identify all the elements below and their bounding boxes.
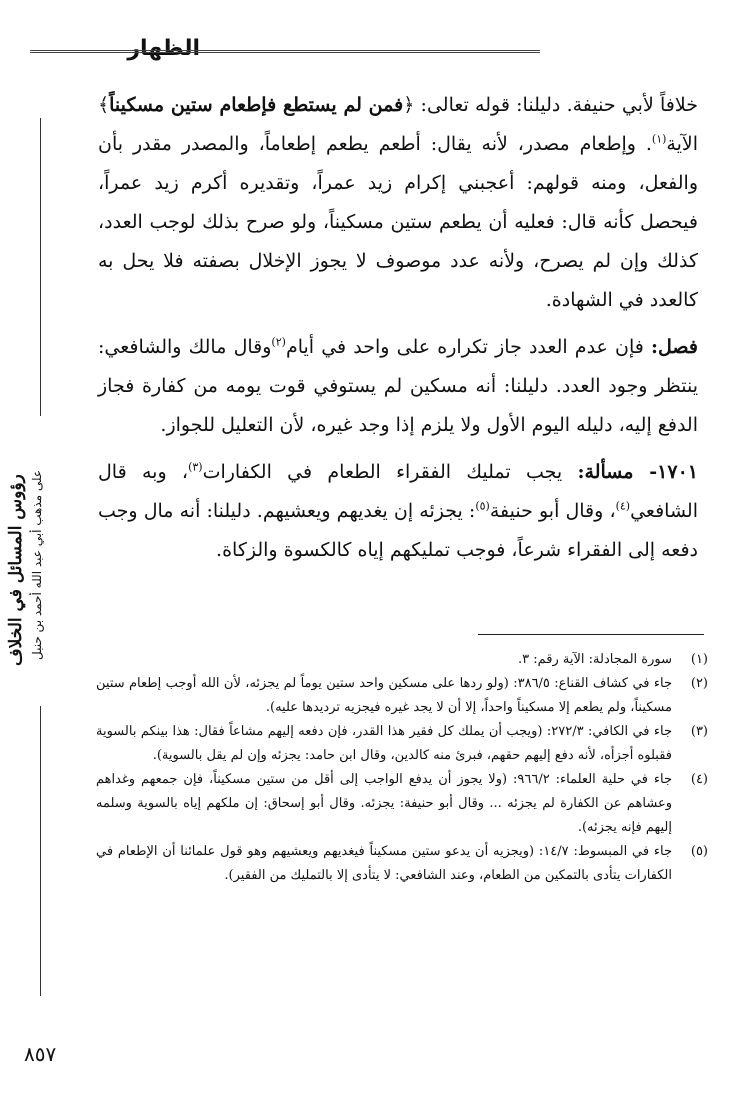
paragraph-1 (98, 86, 698, 320)
footnote-number: (٥) (690, 844, 708, 859)
footnote (96, 648, 708, 672)
footnotes (96, 648, 708, 888)
fasl-label: فصل: (651, 336, 698, 358)
paragraph-2 (98, 328, 698, 445)
footnote-text: سورة المجادلة: الآية رقم: ٣. (517, 652, 672, 667)
side-rule-top (40, 118, 41, 416)
paragraph-1-text-c: . وإطعام مصدر، لأنه يقال: أطعم يطعم إطعاماً، والمصدر مقدر بأن والفعل، ومنه قولهم: أعجبني إكرام زيد عمراً، وتقديره أكرم زيد عمراً، فيحصل كأنه قال: فعليه أن يطعم ستين مسكيناً، ولو صرح بذلك لوجب العدد، كذلك وإن لم يصرح، ولأنه عدد موصوف لا يجوز الإخلال بصفته فلا يحل به كالعدد في الشهادة. (98, 133, 698, 311)
footnote-text: جاء في حلية العلماء: ٩٦٦/٢: (ولا يجوز أن يدفع الواجب إلى أقل من ستين مسكيناً، فإن جمعهم وغداهم وعشاهم عن الكفارة لم يجزئه ... وقال أبو حنيفة: يجزئه. وقال أبو إسحاق: إن ملكهم إياه بالسوية وسلمه إليهم فإنه يجزئه). (96, 772, 672, 835)
page-number: ٨٥٧ (24, 1042, 57, 1066)
footnote-text: جاء في الكافي: ٢٧٢/٣: (ويجب أن يملك كل فقير هذا القدر، فإن دفعه إليهم مشاعاً فقال: هذا بينكم بالسوية فقبلوه أجزأه، لأنه دفع إليهم حقهم، فبرئ منه كالدين، وقال ابن حامد: يجزئه وإن لم يقل بالسوية). (96, 724, 672, 763)
header-rule (30, 50, 540, 53)
footnote-separator (478, 634, 704, 635)
paragraph-2-text-b: وقال مالك والشافعي: ينتظر وجود العدد. دليلنا: أنه مسكين لم يستوفي قوت يومه من كفارة فجاز الدفع إليه، دليله اليوم الأول ولا يلزم إذا وجد غيره، لأن التعليل للجواز. (98, 336, 698, 436)
footnote-number: (١) (690, 652, 708, 667)
footnote-ref-4: (٤) (615, 499, 631, 513)
masala-label: ١٧٠١- مسألة: (577, 461, 698, 483)
book-subtitle-vertical: على مذهب أبي عبد الله أحمد بن حنبل (30, 469, 44, 661)
page-header-title: الظهار (127, 36, 200, 61)
side-rule-bottom (40, 706, 41, 996)
paragraph-3-text-b: ، وبه قال الشافعي (98, 461, 698, 522)
footnote-number: (٢) (690, 676, 708, 691)
footnote (96, 720, 708, 768)
footnote (96, 672, 708, 720)
footnote-ref-5: (٥) (475, 499, 490, 513)
footnote (96, 840, 708, 888)
quran-verse: فمن لم يستطع فإطعام ستين مسكيناً (109, 94, 404, 116)
footnote-number: (٤) (690, 772, 708, 787)
footnote-text: جاء في المبسوط: ١٤/٧: (ويجزيه أن يدعو ستين مسكيناً فيغديهم ويعشيهم وهو قول علمائنا أن الإطعام في الكفارات يتأدى بالتمكين من الطعام، وعند الشافعي: لا يتأدى إلا بالتمليك من الفقير). (96, 844, 672, 883)
footnote (96, 768, 708, 840)
footnote-number: (٣) (690, 724, 708, 739)
footnote-ref-3: (٣) (188, 460, 203, 474)
paragraph-3 (98, 453, 698, 570)
footnote-ref-2: (٢) (271, 335, 286, 349)
book-title-vertical: رؤوس المسائل في الخلاف (6, 474, 26, 666)
main-text (98, 86, 698, 570)
paragraph-3-text-a: يجب تمليك الفقراء الطعام في الكفارات (202, 461, 578, 483)
footnote-text: جاء في كشاف القناع: ٣٨٦/٥: (ولو ردها على مسكين واحد ستين يوماً لم يجزئه، لأن الله أوجب إطعام ستين مسكيناً، ولم يطعم إلا مسكيناً واحداً، إلا أن لا يجد غيره فيجزيه ترديدها عليه). (96, 676, 672, 715)
paragraph-2-text-a: فإن عدم العدد جاز تكراره على واحد في أيام (285, 336, 652, 358)
footnote-ref-1: (١) (651, 132, 667, 146)
paragraph-1-text-a: خلافاً لأبي حنيفة. دليلنا: قوله تعالى: ﴿ (403, 94, 698, 116)
paragraph-3-text-d: : يجزئه إن يغديهم ويعشيهم. دليلنا: أنه مال وجب دفعه إلى الفقراء شرعاً، فوجب تمليكهم إياه كالكسوة والزكاة. (98, 500, 698, 561)
paragraph-3-text-c: ، وقال أبو حنيفة (489, 500, 616, 522)
paragraph-1-text-b: ﴾ الآية (98, 94, 698, 155)
